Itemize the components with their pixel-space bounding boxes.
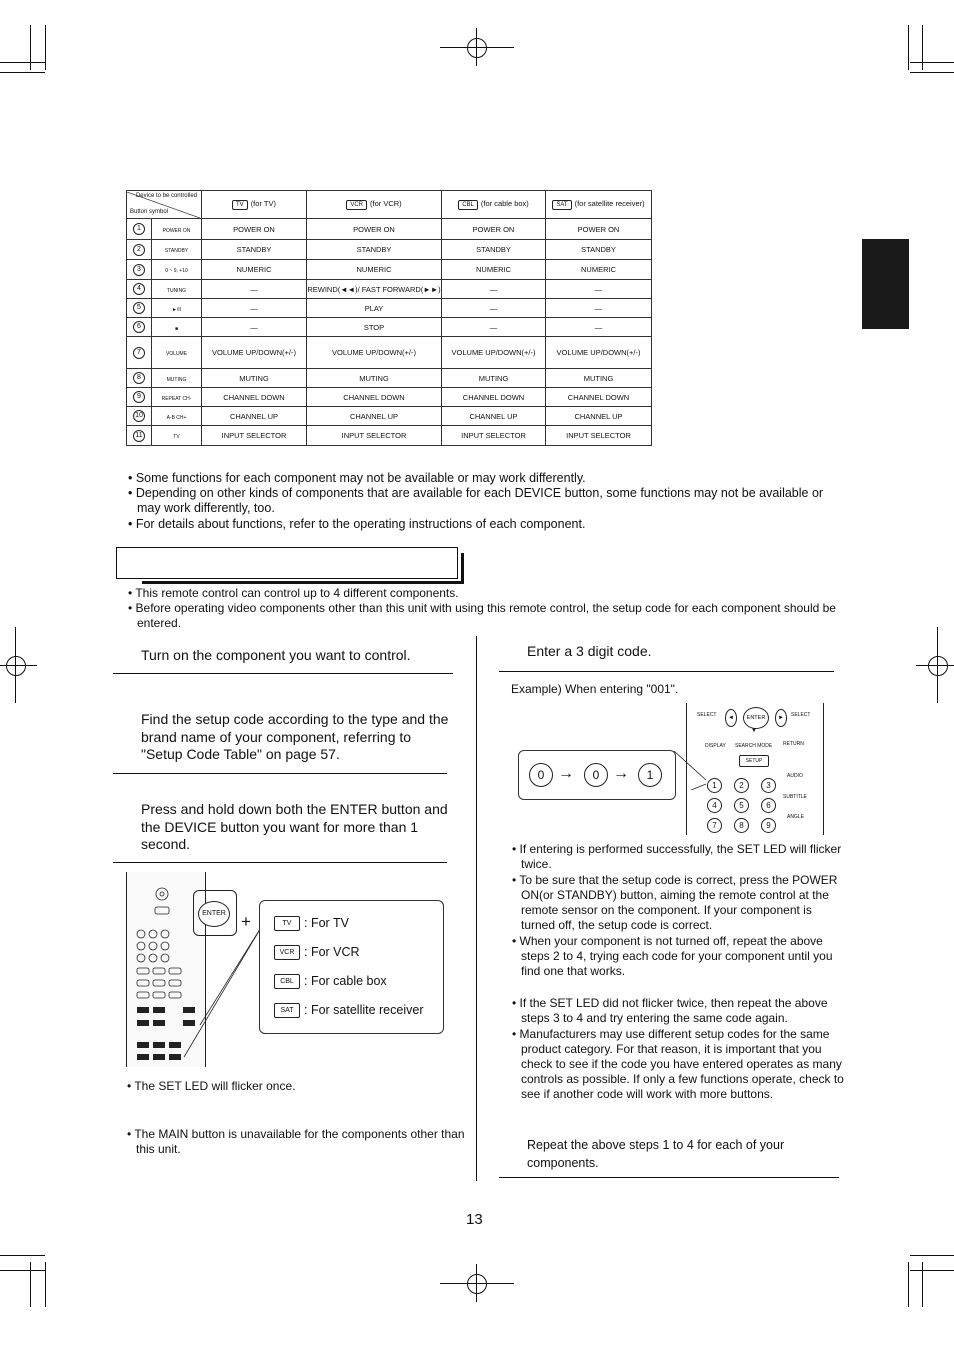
table-header-row xyxy=(127,191,652,219)
function-cell: INPUT SELECTOR xyxy=(202,426,307,446)
function-cell: INPUT SELECTOR xyxy=(307,426,442,446)
digit-2-icon: 2 xyxy=(734,778,749,793)
function-cell: POWER ON xyxy=(442,219,546,240)
symbol-label: Button symbol xyxy=(130,208,169,215)
step-2-rule xyxy=(113,773,447,774)
row-number xyxy=(127,369,152,388)
arrow-down-icon: ▼ xyxy=(751,728,757,734)
left-note-1: • The SET LED will flicker once. xyxy=(127,1079,296,1093)
table-row xyxy=(127,240,652,260)
enter-button-icon: ENTER xyxy=(198,901,230,927)
plus-sign: + xyxy=(241,912,251,931)
button-symbol-icon: TV xyxy=(173,434,180,440)
row-number xyxy=(127,280,152,299)
function-cell: POWER ON xyxy=(202,219,307,240)
function-cell: INPUT SELECTOR xyxy=(442,426,546,446)
row-number xyxy=(127,240,152,260)
function-cell: — xyxy=(202,299,307,318)
note-top-1: • Some functions for each component may not be available or may work differently. xyxy=(128,471,586,485)
table-row xyxy=(127,299,652,318)
header-cbl xyxy=(442,191,546,219)
table-row xyxy=(127,280,652,299)
digit-7-icon: 7 xyxy=(707,818,722,833)
arrow-right-icon: → xyxy=(558,765,574,782)
pointer-lines xyxy=(160,925,270,1065)
step-5-rule xyxy=(499,1177,839,1178)
button-symbol-icon: ►/II xyxy=(171,306,182,313)
digit-3-icon: 3 xyxy=(761,778,776,793)
row-number-badge: 1 xyxy=(133,223,145,235)
function-cell: — xyxy=(202,318,307,337)
row-number-badge: 5 xyxy=(133,302,145,314)
digit-5-icon: 5 xyxy=(734,798,749,813)
header-corner xyxy=(127,191,202,219)
button-symbol xyxy=(152,337,202,369)
note-top-3: • For details about functions, refer to the operating instructions of each component. xyxy=(128,517,586,531)
digit-6-icon: 6 xyxy=(761,798,776,813)
page-number: 13 xyxy=(466,1211,483,1228)
select-left-label: SELECT xyxy=(697,712,717,718)
legend-tv-label: : For TV xyxy=(304,916,349,930)
step-3-rule xyxy=(113,862,447,863)
function-cell: — xyxy=(546,280,652,299)
legend-vcr-label: : For VCR xyxy=(304,945,360,959)
right-note-4: • If the SET LED did not flicker twice, then repeat the above steps 3 to 4 and try entering the same code again. xyxy=(512,996,828,1026)
function-cell: MUTING xyxy=(307,369,442,388)
function-cell: STANDBY xyxy=(442,240,546,260)
header-vcr-label: (for VCR) xyxy=(370,199,402,208)
cbl-key-icon: CBL xyxy=(274,974,300,989)
function-cell: MUTING xyxy=(546,369,652,388)
device-function-table xyxy=(126,190,652,446)
step-1-text: Turn on the component you want to control. xyxy=(141,647,411,663)
button-symbol-icon: A-B CH+ xyxy=(166,414,187,421)
row-number xyxy=(127,388,152,407)
legend-cbl-label: : For cable box xyxy=(304,974,387,988)
section-heading-box xyxy=(116,547,458,579)
cbl-key-icon: CBL xyxy=(458,200,478,210)
function-cell: CHANNEL DOWN xyxy=(546,388,652,407)
select-right-label: SELECT xyxy=(791,712,811,718)
row-number-badge: 4 xyxy=(133,283,145,295)
header-sat xyxy=(546,191,652,219)
button-symbol xyxy=(152,318,202,337)
table-body xyxy=(127,219,652,446)
audio-label: AUDIO xyxy=(787,773,803,779)
row-number xyxy=(127,299,152,318)
row-number xyxy=(127,337,152,369)
button-symbol-icon: MUTING xyxy=(166,376,187,383)
step-1-rule xyxy=(113,673,453,674)
function-cell: VOLUME UP/DOWN(+/-) xyxy=(202,337,307,369)
function-cell: STANDBY xyxy=(307,240,442,260)
table-row xyxy=(127,337,652,369)
digit-8-icon: 8 xyxy=(734,818,749,833)
row-number-badge: 11 xyxy=(133,430,145,442)
button-symbol xyxy=(152,369,202,388)
row-number-badge: 7 xyxy=(133,347,145,359)
vcr-key-icon: VCR xyxy=(346,200,367,210)
button-symbol-icon: 0 ~ 9, +10 xyxy=(165,268,188,274)
search-mode-label: SEARCH MODE xyxy=(735,743,773,749)
button-symbol xyxy=(152,219,202,240)
row-number xyxy=(127,219,152,240)
function-cell: VOLUME UP/DOWN(+/-) xyxy=(546,337,652,369)
column-divider xyxy=(476,636,477,1181)
sat-key-icon: SAT xyxy=(274,1003,300,1018)
arrow-left-icon: ◄ xyxy=(725,709,737,727)
function-cell: VOLUME UP/DOWN(+/-) xyxy=(307,337,442,369)
table-row xyxy=(127,219,652,240)
return-label: RETURN xyxy=(783,741,804,747)
step-3-text: Press and hold down both the ENTER button and the DEVICE button you want for more than 1 second. xyxy=(141,801,448,852)
function-cell: MUTING xyxy=(442,369,546,388)
function-cell: — xyxy=(546,299,652,318)
function-cell: REWIND(◄◄)/ FAST FORWARD(►►) xyxy=(307,280,442,299)
step-4-text: Enter a 3 digit code. xyxy=(527,643,652,659)
table-row xyxy=(127,388,652,407)
legend-tv xyxy=(274,916,349,930)
step-5-text: Repeat the above steps 1 to 4 for each of your components. xyxy=(527,1138,785,1170)
intro-1: • This remote control can control up to 4 different components. xyxy=(128,586,459,600)
function-cell: POWER ON xyxy=(546,219,652,240)
button-symbol xyxy=(152,299,202,318)
table-row xyxy=(127,318,652,337)
function-cell: POWER ON xyxy=(307,219,442,240)
function-cell: — xyxy=(202,280,307,299)
left-note-2: • The MAIN button is unavailable for the components other than this unit. xyxy=(127,1127,465,1157)
header-cbl-label: (for cable box) xyxy=(480,199,529,208)
arrow-right-icon: → xyxy=(613,765,629,782)
function-cell: MUTING xyxy=(202,369,307,388)
function-cell: CHANNEL UP xyxy=(442,407,546,426)
function-cell: STANDBY xyxy=(202,240,307,260)
vcr-key-icon: VCR xyxy=(274,945,300,960)
function-cell: CHANNEL UP xyxy=(546,407,652,426)
function-cell: CHANNEL DOWN xyxy=(442,388,546,407)
right-note-1: • If entering is performed successfully, the SET LED will flicker twice. xyxy=(512,842,842,872)
row-number-badge: 10 xyxy=(133,410,145,422)
function-cell: — xyxy=(442,280,546,299)
table-row xyxy=(127,369,652,388)
row-number-badge: 8 xyxy=(133,372,145,384)
table-row xyxy=(127,260,652,280)
button-symbol xyxy=(152,426,202,446)
function-cell: CHANNEL DOWN xyxy=(307,388,442,407)
function-cell: NUMERIC xyxy=(307,260,442,280)
function-cell: PLAY xyxy=(307,299,442,318)
right-note-5: • Manufacturers may use different setup codes for the same product category. For that reason, it is important that you check to see if the code you have entered operates as many controls as possible. If only a few functions operate, check to see if another code will work with more buttons. xyxy=(512,1027,844,1102)
legend-cbl xyxy=(274,974,387,988)
button-symbol-icon: POWER ON xyxy=(162,227,191,234)
enter-icon: ENTER xyxy=(743,707,769,729)
section-tab xyxy=(862,239,909,329)
function-cell: NUMERIC xyxy=(202,260,307,280)
function-cell: — xyxy=(442,318,546,337)
header-tv xyxy=(202,191,307,219)
button-symbol xyxy=(152,388,202,407)
function-cell: CHANNEL DOWN xyxy=(202,388,307,407)
button-symbol-icon: VOLUME xyxy=(165,351,188,357)
arrow-right-icon: ► xyxy=(775,709,787,727)
digit-1-icon: 1 xyxy=(707,778,722,793)
function-cell: NUMERIC xyxy=(442,260,546,280)
intro-2: • Before operating video components other than this unit with using this remote control, the setup code for each component should be entered. xyxy=(128,601,836,631)
legend-vcr xyxy=(274,945,360,959)
header-sat-label: (for satellite receiver) xyxy=(574,199,645,208)
tv-key-icon: TV xyxy=(232,200,248,210)
sat-key-icon: SAT xyxy=(552,200,571,210)
button-symbol-icon: STANDBY xyxy=(164,248,189,254)
code-digit-1-icon: 0 xyxy=(529,763,553,787)
button-symbol xyxy=(152,260,202,280)
function-cell: — xyxy=(546,318,652,337)
subtitle-label: SUBTITLE xyxy=(783,794,807,800)
function-cell: VOLUME UP/DOWN(+/-) xyxy=(442,337,546,369)
button-symbol-icon: TUNING xyxy=(166,287,187,294)
button-symbol xyxy=(152,407,202,426)
row-number xyxy=(127,426,152,446)
row-number xyxy=(127,260,152,280)
row-number-badge: 3 xyxy=(133,264,145,276)
tv-key-icon: TV xyxy=(274,916,300,931)
function-cell: — xyxy=(442,299,546,318)
code-digit-2-icon: 0 xyxy=(584,763,608,787)
display-label: DISPLAY xyxy=(705,743,726,749)
table-row xyxy=(127,426,652,446)
code-digit-3-icon: 1 xyxy=(638,763,662,787)
header-tv-label: (for TV) xyxy=(250,199,276,208)
row-number-badge: 2 xyxy=(133,244,145,256)
header-vcr xyxy=(307,191,442,219)
function-cell: INPUT SELECTOR xyxy=(546,426,652,446)
function-cell: STANDBY xyxy=(546,240,652,260)
right-note-3: • When your component is not turned off, repeat the above steps 2 to 4, trying each code for your component until you find one that works. xyxy=(512,934,833,979)
angle-label: ANGLE xyxy=(787,814,804,820)
button-symbol-icon: REPEAT CH- xyxy=(161,395,192,402)
row-number-badge: 6 xyxy=(133,321,145,333)
function-cell: CHANNEL UP xyxy=(307,407,442,426)
device-label: Device to be controlled xyxy=(135,192,197,199)
table-row xyxy=(127,407,652,426)
function-cell: NUMERIC xyxy=(546,260,652,280)
example-caption: Example) When entering "001". xyxy=(511,682,679,696)
legend-sat xyxy=(274,1003,423,1017)
step-4-rule xyxy=(499,671,834,672)
device-legend xyxy=(259,900,444,1034)
row-number xyxy=(127,318,152,337)
button-symbol xyxy=(152,280,202,299)
step-2-text: Find the setup code according to the type and the brand name of your component, referring to "Setup Code Table" on page 57. xyxy=(141,711,449,762)
row-number-badge: 9 xyxy=(133,391,145,403)
setup-icon: SETUP xyxy=(739,755,769,767)
digit-9-icon: 9 xyxy=(761,818,776,833)
note-top-2: • Depending on other kinds of components that are available for each DEVICE button, some functions may not be available or may work differently, too. xyxy=(128,486,824,516)
digit-4-icon: 4 xyxy=(707,798,722,813)
code-entry-example xyxy=(518,750,676,800)
right-note-2: • To be sure that the setup code is correct, press the POWER ON(or STANDBY) button, aiming the remote control at the remote sensor on the component. If your component is turned off, the setup code is correct. xyxy=(512,873,838,933)
row-number xyxy=(127,407,152,426)
function-cell: CHANNEL UP xyxy=(202,407,307,426)
button-symbol-icon: ■ xyxy=(174,325,179,332)
function-cell: STOP xyxy=(307,318,442,337)
legend-sat-label: : For satellite receiver xyxy=(304,1003,424,1017)
button-symbol xyxy=(152,240,202,260)
